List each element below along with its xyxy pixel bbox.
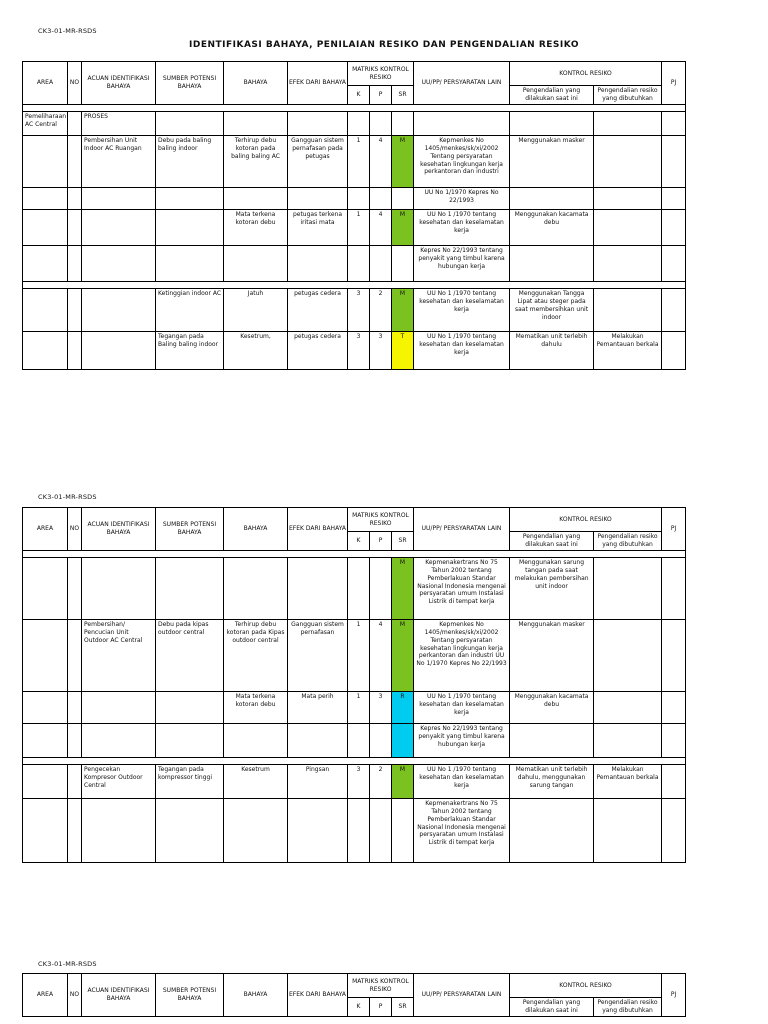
uu-cell: UU No 1 /1970 tentang kesehatan dan keselamatan kerja [414,288,510,331]
sumber-cell: Ketinggian indoor AC [156,288,224,331]
k-cell [348,723,370,757]
no-cell [68,288,82,331]
no-cell [68,187,82,209]
area-cell: Pemeliharaan AC Central [23,111,68,135]
k-cell: 3 [348,764,370,798]
pj-cell [662,764,686,798]
uu-cell: UU No 1/1970 Kepres No 22/1993 [414,187,510,209]
saat-ini-cell: Menggunakan kacamata debu [510,209,594,245]
saat-ini-cell: Mematikan unit terlebih dahulu, menggunakan sarung tangan [510,764,594,798]
sumber-cell [156,723,224,757]
table-row [23,798,686,862]
col-no: NO [68,974,82,1017]
k-cell: 3 [348,288,370,331]
no-cell [68,111,82,135]
col-kontrol: KONTROL RESIKO [510,62,662,86]
p-cell: 3 [370,331,392,369]
sr-cell [392,723,414,757]
spacer-row [23,281,686,288]
section-label: PROSES [82,111,156,135]
col-kontrol-saat-ini: Pengendalian yang dilakukan saat ini [510,998,594,1017]
col-kontrol: KONTROL RESIKO [510,974,662,998]
dibutuhkan-cell [594,245,662,281]
pj-cell [662,245,686,281]
no-cell [68,245,82,281]
pj-cell [662,798,686,862]
pj-cell [662,187,686,209]
saat-ini-cell: Menggunakan sarung tangan pada saat melakukan pembersihan unit indoor [510,557,594,619]
sr-cell [392,798,414,862]
acuan-cell [82,691,156,723]
efek-cell: Gangguan sistem pernafasan [288,619,348,691]
k-cell: 3 [348,331,370,369]
p-cell [370,187,392,209]
acuan-cell [82,245,156,281]
efek-cell: petugas cedera [288,331,348,369]
bahaya-cell: Terhirup debu kotoran pada baling baling AC [224,135,288,187]
saat-ini-cell: Menggunakan Tangga Lipat atau steger pada saat membersihkan unit indoor [510,288,594,331]
efek-cell [288,187,348,209]
table-row [23,723,686,757]
sr-cell [392,187,414,209]
sr-cell: M [392,557,414,619]
table-row [23,619,686,691]
bahaya-cell: Kesetrum, [224,331,288,369]
sumber-cell [156,209,224,245]
acuan-cell [82,723,156,757]
p-cell: 4 [370,619,392,691]
col-pj: PJ [662,62,686,105]
col-acuan: ACUAN IDENTIFIKASI BAHAYA [82,62,156,105]
bahaya-cell [224,245,288,281]
sumber-cell [156,557,224,619]
bahaya-cell: Terhirup debu kotoran pada Kipas outdoor central [224,619,288,691]
col-efek: EFEK DARI BAHAYA [288,508,348,551]
no-cell [68,209,82,245]
acuan-cell [82,288,156,331]
table-row [23,135,686,187]
dibutuhkan-cell: Melakukan Pemantauan berkala [594,331,662,369]
dibutuhkan-cell [594,135,662,187]
pj-cell [662,135,686,187]
risk-table-2 [22,507,686,863]
acuan-cell [82,557,156,619]
pj-cell [662,331,686,369]
section-row [23,111,686,135]
efek-cell: petugas terkena iritasi mata [288,209,348,245]
sumber-cell [156,691,224,723]
p-cell: 4 [370,135,392,187]
p-cell: 2 [370,288,392,331]
pj-cell [662,723,686,757]
col-matriks: MATRIKS KONTROL RESIKO [348,508,414,532]
area-cell [23,187,68,209]
area-cell [23,798,68,862]
dibutuhkan-cell [594,209,662,245]
dibutuhkan-cell [594,187,662,209]
uu-cell: UU No 1 /1970 tentang kesehatan dan keselamatan kerja [414,764,510,798]
saat-ini-cell [510,723,594,757]
sumber-cell: Tegangan pada Baling baling indoor [156,331,224,369]
dibutuhkan-cell [594,557,662,619]
saat-ini-cell [510,187,594,209]
acuan-cell [82,187,156,209]
uu-cell: Kepres No 22/1993 tentang penyakit yang timbul karena hubungan kerja [414,245,510,281]
p-cell: 4 [370,209,392,245]
uu-cell: Kepmenkes No 1405/menkes/sk/xi/2002 Tentang persyaratan kesehatan lingkungan kerja perkantoran dan industri UU No 1/1970 Kepres No 22/1993 [414,619,510,691]
area-cell [23,691,68,723]
efek-cell: Mata perih [288,691,348,723]
k-cell [348,557,370,619]
sr-cell [392,245,414,281]
col-area: AREA [23,508,68,551]
saat-ini-cell: Menggunakan kacamata debu [510,691,594,723]
acuan-cell: Pembersihan/ Pencucian Unit Outdoor AC Central [82,619,156,691]
col-p: P [370,998,392,1017]
col-kontrol-dibutuhkan: Pengendalian resiko yang dibutuhkan [594,86,662,105]
sumber-cell [156,798,224,862]
spacer-row [23,757,686,764]
area-cell [23,288,68,331]
col-bahaya: BAHAYA [224,62,288,105]
col-sumber: SUMBER POTENSI BAHAYA [156,508,224,551]
efek-cell [288,723,348,757]
bahaya-cell: Mata terkena kotoran debu [224,691,288,723]
sr-cell: M [392,209,414,245]
col-k: K [348,86,370,105]
pj-cell [662,209,686,245]
sr-cell: T [392,331,414,369]
sumber-cell: Debu pada kipas outdoor central [156,619,224,691]
bahaya-cell: Jatuh [224,288,288,331]
sumber-cell: Debu pada baling baling indoor [156,135,224,187]
uu-cell: UU No 1 /1970 tentang kesehatan dan keselamatan kerja [414,691,510,723]
no-cell [68,619,82,691]
saat-ini-cell: Menggunakan masker [510,619,594,691]
col-kontrol: KONTROL RESIKO [510,508,662,532]
risk-table-3 [22,973,686,1017]
col-bahaya: BAHAYA [224,508,288,551]
p-cell [370,798,392,862]
spacer-row [23,550,686,557]
col-no: NO [68,62,82,105]
dibutuhkan-cell [594,619,662,691]
no-cell [68,723,82,757]
dibutuhkan-cell [594,691,662,723]
k-cell [348,798,370,862]
page-title: IDENTIFIKASI BAHAYA, PENILAIAN RESIKO DAN PENGENDALIAN RESIKO [189,40,579,50]
pj-cell [662,619,686,691]
table-row [23,187,686,209]
dibutuhkan-cell: Melakukan Pemantauan berkala [594,764,662,798]
no-cell [68,764,82,798]
col-area: AREA [23,974,68,1017]
uu-cell: Kepres No 22/1993 tentang penyakit yang timbul karena hubungan kerja [414,723,510,757]
col-k: K [348,998,370,1017]
col-uu: UU/PP/ PERSYARATAN LAIN [414,508,510,551]
uu-cell: UU No 1 /1970 tentang kesehatan dan keselamatan kerja [414,209,510,245]
sr-cell: R [392,691,414,723]
col-efek: EFEK DARI BAHAYA [288,974,348,1017]
sr-cell: M [392,288,414,331]
pj-cell [662,691,686,723]
col-sr: SR [392,86,414,105]
uu-cell: Kepmenakertrans No 75 Tahun 2002 tentang Pemberlakuan Standar Nasional Indonesia mengenai persyaratan umum Instalasi Listrik di tempat kerja [414,798,510,862]
table-row [23,691,686,723]
no-cell [68,691,82,723]
saat-ini-cell [510,245,594,281]
no-cell [68,135,82,187]
k-cell: 1 [348,619,370,691]
saat-ini-cell: Menggunakan masker [510,135,594,187]
table-row [23,764,686,798]
col-area: AREA [23,62,68,105]
sumber-cell: Tegangan pada kompressor tinggi [156,764,224,798]
sr-cell: M [392,764,414,798]
col-kontrol-saat-ini: Pengendalian yang dilakukan saat ini [510,86,594,105]
col-sumber: SUMBER POTENSI BAHAYA [156,62,224,105]
pj-cell [662,557,686,619]
doc-code-1: CK3-01-MR-RSDS [38,27,97,35]
p-cell [370,245,392,281]
col-bahaya: BAHAYA [224,974,288,1017]
col-p: P [370,86,392,105]
no-cell [68,557,82,619]
dibutuhkan-cell [594,798,662,862]
bahaya-cell: Mata terkena kotoran debu [224,209,288,245]
sumber-cell [156,245,224,281]
col-pj: PJ [662,974,686,1017]
bahaya-cell [224,798,288,862]
sr-cell: M [392,135,414,187]
acuan-cell: Pembersihan Unit Indoor AC Ruangan [82,135,156,187]
table-row [23,288,686,331]
sumber-cell [156,187,224,209]
area-cell [23,723,68,757]
efek-cell [288,557,348,619]
col-acuan: ACUAN IDENTIFIKASI BAHAYA [82,974,156,1017]
acuan-cell [82,798,156,862]
col-uu: UU/PP/ PERSYARATAN LAIN [414,62,510,105]
efek-cell: Pingsan [288,764,348,798]
area-cell [23,619,68,691]
pj-cell [662,288,686,331]
k-cell [348,187,370,209]
col-matriks: MATRIKS KONTROL RESIKO [348,974,414,998]
dibutuhkan-cell [594,288,662,331]
p-cell [370,557,392,619]
table-row [23,209,686,245]
col-uu: UU/PP/ PERSYARATAN LAIN [414,974,510,1017]
col-kontrol-saat-ini: Pengendalian yang dilakukan saat ini [510,532,594,551]
area-cell [23,764,68,798]
area-cell [23,245,68,281]
col-pj: PJ [662,508,686,551]
col-sumber: SUMBER POTENSI BAHAYA [156,974,224,1017]
k-cell: 1 [348,209,370,245]
p-cell: 2 [370,764,392,798]
col-acuan: ACUAN IDENTIFIKASI BAHAYA [82,508,156,551]
bahaya-cell [224,723,288,757]
area-cell [23,135,68,187]
dibutuhkan-cell [594,723,662,757]
no-cell [68,331,82,369]
efek-cell [288,245,348,281]
col-sr: SR [392,998,414,1017]
uu-cell: Kepmenkes No 1405/menkes/sk/xi/2002 Tentang persyaratan kesehatan lingkungan kerja perkantoran dan industri [414,135,510,187]
col-k: K [348,532,370,551]
doc-code-2: CK3-01-MR-RSDS [38,493,97,501]
table-row [23,331,686,369]
saat-ini-cell [510,798,594,862]
bahaya-cell [224,557,288,619]
area-cell [23,331,68,369]
uu-cell: Kepmenakertrans No 75 Tahun 2002 tentang Pemberlakuan Standar Nasional Indonesia mengenai persyaratan umum Instalasi Listrik di tempat kerja [414,557,510,619]
efek-cell: Gangguan sistem pernafasan pada petugas [288,135,348,187]
col-sr: SR [392,532,414,551]
p-cell: 3 [370,691,392,723]
efek-cell [288,798,348,862]
uu-cell: UU No 1 /1970 tentang kesehatan dan keselamatan kerja [414,331,510,369]
col-kontrol-dibutuhkan: Pengendalian resiko yang dibutuhkan [594,998,662,1017]
area-cell [23,557,68,619]
k-cell: 1 [348,135,370,187]
spacer-row [23,104,686,111]
col-no: NO [68,508,82,551]
sr-cell: M [392,619,414,691]
col-p: P [370,532,392,551]
k-cell [348,245,370,281]
table-row [23,557,686,619]
risk-table-1 [22,61,686,370]
p-cell [370,723,392,757]
bahaya-cell [224,187,288,209]
area-cell [23,209,68,245]
col-efek: EFEK DARI BAHAYA [288,62,348,105]
saat-ini-cell: Mematikan unit terlebih dahulu [510,331,594,369]
col-matriks: MATRIKS KONTROL RESIKO [348,62,414,86]
doc-code-3: CK3-01-MR-RSDS [38,960,97,968]
no-cell [68,798,82,862]
table-row [23,245,686,281]
bahaya-cell: Kesetrum [224,764,288,798]
k-cell: 1 [348,691,370,723]
acuan-cell: Pengecekan Kompresor Outdoor Central [82,764,156,798]
efek-cell: petugas cedera [288,288,348,331]
acuan-cell [82,209,156,245]
col-kontrol-dibutuhkan: Pengendalian resiko yang dibutuhkan [594,532,662,551]
acuan-cell [82,331,156,369]
